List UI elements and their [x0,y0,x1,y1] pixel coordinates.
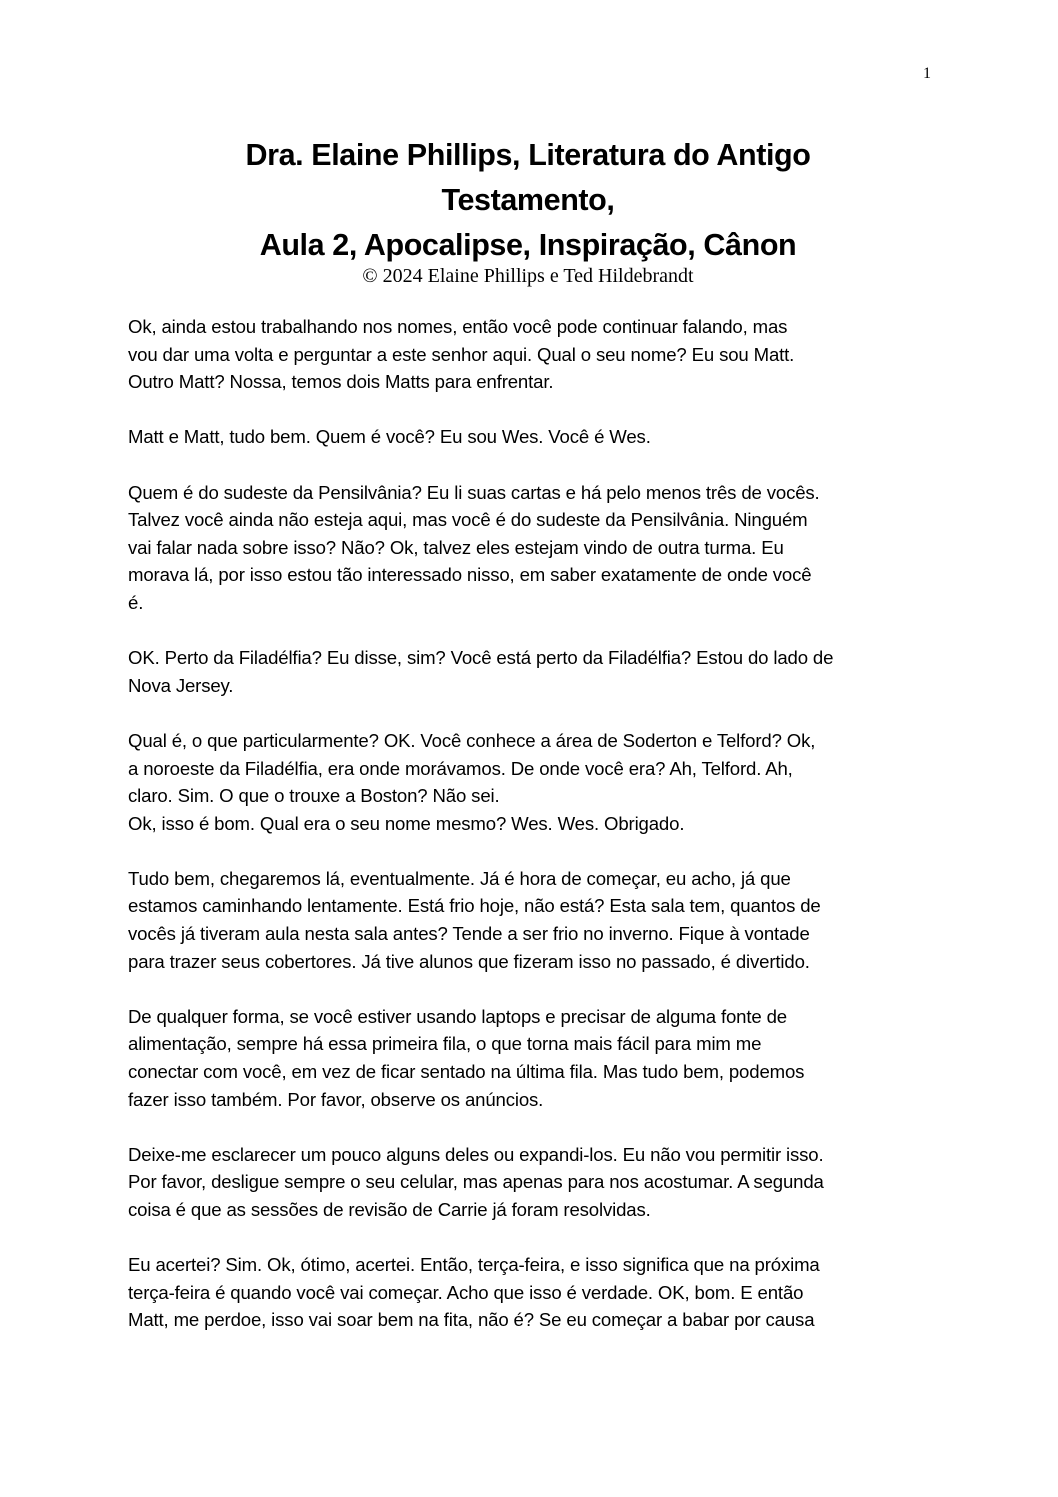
text-line: estamos caminhando lentamente. Está frio hoje, não está? Esta sala tem, quantos de [128,895,821,917]
text-line: conectar com você, em vez de ficar sentado na última fila. Mas tudo bem, podemos [128,1061,805,1083]
text-line: morava lá, por isso estou tão interessado nisso, em saber exatamente de onde você [128,564,812,586]
text-line: Talvez você ainda não esteja aqui, mas você é do sudeste da Pensilvânia. Ninguém [128,509,808,531]
text-line: terça-feira é quando você vai começar. Acho que isso é verdade. OK, bom. E então [128,1281,804,1303]
text-line: Deixe-me esclarecer um pouco alguns deles ou expandi-los. Eu não vou permitir isso. [128,1143,824,1165]
text-line: Matt, me perdoe, isso vai soar bem na fita, não é? Se eu começar a babar por causa [128,1309,815,1331]
text-line: Por favor, desligue sempre o seu celular, mas apenas para nos acostumar. A segunda [128,1171,824,1193]
title-line: Testamento, [441,183,615,217]
text-line: Ok, ainda estou trabalhando nos nomes, então você pode continuar falando, mas [128,316,788,337]
text-line: fazer isso também. Por favor, observe os anúncios. [128,1088,544,1110]
text-line: Eu acertei? Sim. Ok, ótimo, acertei. Então, terça-feira, e isso significa que na próxima [128,1254,820,1276]
copyright-notice: © 2024 Elaine Phillips e Ted Hildebrandt [362,265,694,287]
text-line: Qual é, o que particularmente? OK. Você conhece a área de Soderton e Telford? Ok, [128,729,816,751]
title-line: Dra. Elaine Phillips, Literatura do Antigo [245,138,811,172]
text-line: Tudo bem, chegaremos lá, eventualmente. Já é hora de começar, eu acho, já que [128,867,791,889]
text-line: De qualquer forma, se você estiver usando laptops e precisar de alguma fonte de [128,1005,787,1027]
paragraph [128,644,934,699]
text-line: Outro Matt? Nossa, temos dois Matts para enfrentar. [128,371,554,393]
text-line: vou dar uma volta e perguntar a este senhor aqui. Qual o seu nome? Eu sou Matt. [128,343,795,365]
paragraph [128,727,934,837]
text-line: Ok, isso é bom. Qual era o seu nome mesmo? Wes. Wes. Obrigado. [128,812,685,834]
text-line: vocês já tiveram aula nesta sala antes? Tende a ser frio no inverno. Fique à vontade [128,923,810,945]
paragraph [128,423,934,451]
page-number: 1 [923,65,931,82]
paragraph [128,479,934,617]
paragraph [128,1003,934,1113]
text-line: Nova Jersey. [128,674,234,696]
document-header [128,133,928,288]
paragraph [128,313,934,396]
text-line: a noroeste da Filadélfia, era onde morávamos. De onde você era? Ah, Telford. Ah, [128,757,793,779]
text-line: vai falar nada sobre isso? Não? Ok, talvez eles estejam vindo de outra turma. Eu [128,536,784,558]
paragraph [128,1141,934,1224]
paragraph [128,1251,934,1334]
text-line: é. [128,591,144,613]
title-line: Aula 2, Apocalipse, Inspiração, Cânon [259,228,797,262]
text-line: para trazer seus cobertores. Já tive alunos que fizeram isso no passado, é divertido. [128,950,810,972]
text-line: coisa é que as sessões de revisão de Carrie já foram resolvidas. [128,1199,651,1220]
text-line: OK. Perto da Filadélfia? Eu disse, sim? Você está perto da Filadélfia? Estou do lado de [128,647,834,669]
paragraph [128,865,934,975]
document-body [128,313,934,1362]
text-line: claro. Sim. O que o trouxe a Boston? Não sei. [128,785,500,807]
text-line: Matt e Matt, tudo bem. Quem é você? Eu sou Wes. Você é Wes. [128,426,651,448]
text-line: Quem é do sudeste da Pensilvânia? Eu li suas cartas e há pelo menos três de vocês. [128,481,820,503]
text-line: alimentação, sempre há essa primeira fila, o que torna mais fácil para mim me [128,1033,762,1055]
